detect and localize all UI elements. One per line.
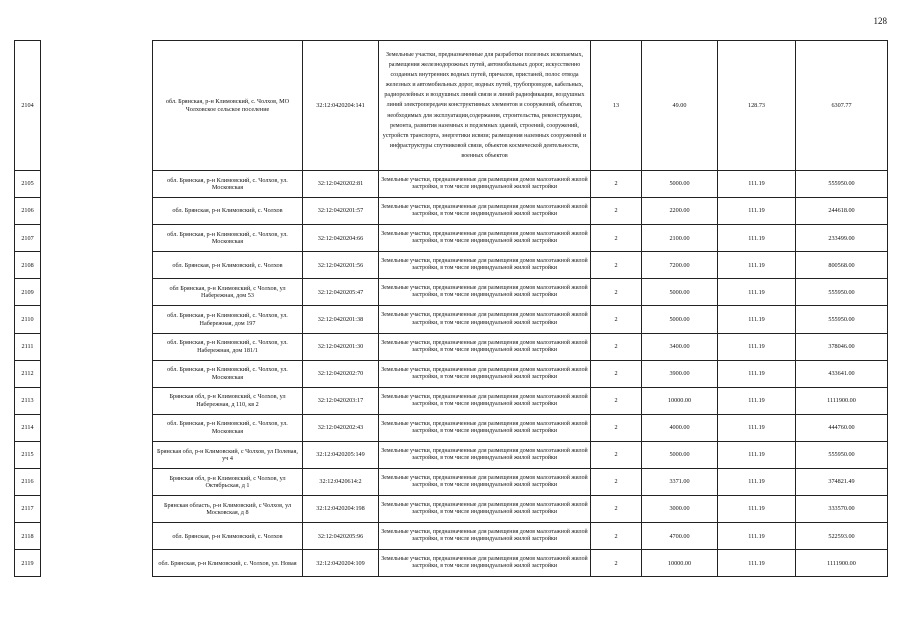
area-cell: 4700.00 [642, 523, 718, 550]
unit-value-cell: 111.19 [718, 306, 796, 333]
area-cell: 2200.00 [642, 198, 718, 225]
cadastral-value-cell: 1111900.00 [796, 387, 888, 414]
cadastral-number-cell: 32:12:0420201:30 [303, 333, 379, 360]
area-cell: 5000.00 [642, 279, 718, 306]
row-number-cell: 2114 [15, 414, 41, 441]
row-number-cell: 2111 [15, 333, 41, 360]
land-use-purpose-cell: Земельные участки, предназначенные для размещения домов малоэтажной жилой застройки, в том числе индивидуальной жилой застройки [379, 360, 591, 387]
unit-value-cell: 111.19 [718, 333, 796, 360]
cadastral-number-cell: 32:12:0420201:38 [303, 306, 379, 333]
address-cell: Брянская обл, р-н Климовский, с Чолхов, ул Октябрьская, д 1 [153, 469, 303, 496]
table-row [15, 387, 888, 414]
land-use-purpose-cell: Земельные участки, предназначенные для размещения домов малоэтажной жилой застройки, в том числе индивидуальной жилой застройки [379, 198, 591, 225]
spacer-cell [41, 225, 153, 252]
group-code-cell: 2 [591, 360, 642, 387]
address-cell: Брянская область, р-н Климовский, с Чолхов, ул Московская, д 8 [153, 496, 303, 523]
table-row [15, 279, 888, 306]
area-cell: 10000.00 [642, 550, 718, 577]
spacer-cell [41, 414, 153, 441]
land-use-purpose-cell: Земельные участки, предназначенные для размещения домов малоэтажной жилой застройки, в том числе индивидуальной жилой застройки [379, 550, 591, 577]
row-number-cell: 2113 [15, 387, 41, 414]
group-code-cell: 2 [591, 198, 642, 225]
row-number-cell: 2105 [15, 171, 41, 198]
area-cell: 5000.00 [642, 171, 718, 198]
unit-value-cell: 111.19 [718, 441, 796, 468]
address-cell: обл. Брянская, р-н Климовский, с. Чолхов, ул. Московская [153, 360, 303, 387]
unit-value-cell: 111.19 [718, 550, 796, 577]
group-code-cell: 2 [591, 225, 642, 252]
table-row [15, 469, 888, 496]
land-use-purpose-cell: Земельные участки, предназначенные для размещения домов малоэтажной жилой застройки, в том числе индивидуальной жилой застройки [379, 387, 591, 414]
address-cell: обл. Брянская, р-н Климовский, с. Чолхов, ул. Набережная, дом 181/1 [153, 333, 303, 360]
area-cell: 10000.00 [642, 387, 718, 414]
table-row [15, 496, 888, 523]
cadastral-value-cell: 555950.00 [796, 441, 888, 468]
land-use-purpose-cell: Земельные участки, предназначенные для размещения домов малоэтажной жилой застройки, в том числе индивидуальной жилой застройки [379, 441, 591, 468]
table-row [15, 225, 888, 252]
row-number-cell: 2106 [15, 198, 41, 225]
cadastral-value-cell: 433641.00 [796, 360, 888, 387]
cadastral-number-cell: 32:12:0420202:43 [303, 414, 379, 441]
table-row [15, 360, 888, 387]
land-use-purpose-cell: Земельные участки, предназначенные для размещения домов малоэтажной жилой застройки, в том числе индивидуальной жилой застройки [379, 252, 591, 279]
group-code-cell: 2 [591, 333, 642, 360]
table-row [15, 523, 888, 550]
area-cell: 7200.00 [642, 252, 718, 279]
cadastral-number-cell: 32:12:0420204:109 [303, 550, 379, 577]
land-use-purpose-cell: Земельные участки, предназначенные для размещения домов малоэтажной жилой застройки, в том числе индивидуальной жилой застройки [379, 306, 591, 333]
group-code-cell: 2 [591, 306, 642, 333]
land-use-purpose-cell: Земельные участки, предназначенные для размещения домов малоэтажной жилой застройки, в том числе индивидуальной жилой застройки [379, 279, 591, 306]
land-registry-table [14, 40, 888, 577]
table-row [15, 252, 888, 279]
land-use-purpose-cell: Земельные участки, предназначенные для размещения домов малоэтажной жилой застройки, в том числе индивидуальной жилой застройки [379, 171, 591, 198]
spacer-cell [41, 171, 153, 198]
land-use-purpose-cell: Земельные участки, предназначенные для размещения домов малоэтажной жилой застройки, в том числе индивидуальной жилой застройки [379, 469, 591, 496]
unit-value-cell: 128.73 [718, 41, 796, 171]
unit-value-cell: 111.19 [718, 387, 796, 414]
unit-value-cell: 111.19 [718, 225, 796, 252]
spacer-cell [41, 441, 153, 468]
spacer-cell [41, 360, 153, 387]
spacer-cell [41, 333, 153, 360]
spacer-cell [41, 496, 153, 523]
address-cell: обл. Брянская, р-н Климовский, с. Чолхов, МО Чолховское сельское поселение [153, 41, 303, 171]
area-cell: 49.00 [642, 41, 718, 171]
cadastral-number-cell: 32:12:0420202:70 [303, 360, 379, 387]
unit-value-cell: 111.19 [718, 414, 796, 441]
land-use-purpose-cell: Земельные участки, предназначенные для размещения домов малоэтажной жилой застройки, в том числе индивидуальной жилой застройки [379, 496, 591, 523]
cadastral-value-cell: 800568.00 [796, 252, 888, 279]
area-cell: 3400.00 [642, 333, 718, 360]
cadastral-value-cell: 555950.00 [796, 171, 888, 198]
address-cell: обл Брянская, р-н Климовский, с Чолхов, ул Набережная, дом 53 [153, 279, 303, 306]
table-row [15, 333, 888, 360]
cadastral-number-cell: 32:12:0420203:17 [303, 387, 379, 414]
cadastral-value-cell: 555950.00 [796, 279, 888, 306]
cadastral-value-cell: 333570.00 [796, 496, 888, 523]
cadastral-number-cell: 32:12:0420201:56 [303, 252, 379, 279]
address-cell: обл. Брянская, р-н Климовский, с. Чолхов [153, 523, 303, 550]
table-row [15, 550, 888, 577]
group-code-cell: 2 [591, 523, 642, 550]
area-cell: 3900.00 [642, 360, 718, 387]
cadastral-value-cell: 244618.00 [796, 198, 888, 225]
land-use-purpose-cell: Земельные участки, предназначенные для разработки полезных ископаемых, размещения железнодорожных путей, автомобильных дорог, искусственно созданных внутренних водных путей, причалов, пристаней, полос отвода железных и автомобильных дорог, водных путей, трубопроводов, кабельных, радиорелейных и воздушных линий связи и линий радиофикации, воздушных линий электропередачи конструктивных элементов и сооружений, объектов, необходимых для эксплуатации,содержания, строительства, реконструкции, ремонта, развития наземных и подземных зданий, строений, сооружений, устройств транспорта, энергетики исвязи; размещения наземных сооружений и инфраструктуры спутниковой связи, объектов космической деятельности, военных объектов [379, 41, 591, 171]
table-row [15, 414, 888, 441]
address-cell: обл. Брянская, р-н Климовский, с. Чолхов [153, 198, 303, 225]
group-code-cell: 2 [591, 550, 642, 577]
row-number-cell: 2104 [15, 41, 41, 171]
address-cell: обл. Брянская, р-н Климовский, с. Чолхов [153, 252, 303, 279]
spacer-cell [41, 523, 153, 550]
table-row [15, 198, 888, 225]
row-number-cell: 2112 [15, 360, 41, 387]
cadastral-number-cell: 32:12:0420614:2 [303, 469, 379, 496]
unit-value-cell: 111.19 [718, 198, 796, 225]
address-cell: обл. Брянская, р-н Климовский, с. Чолхов, ул. Новая [153, 550, 303, 577]
cadastral-number-cell: 32:12:0420204:198 [303, 496, 379, 523]
cadastral-number-cell: 32:12:0420205:96 [303, 523, 379, 550]
group-code-cell: 2 [591, 279, 642, 306]
cadastral-value-cell: 233499.00 [796, 225, 888, 252]
row-number-cell: 2118 [15, 523, 41, 550]
cadastral-number-cell: 32:12:0420205:149 [303, 441, 379, 468]
cadastral-number-cell: 32:12:0420204:66 [303, 225, 379, 252]
land-use-purpose-cell: Земельные участки, предназначенные для размещения домов малоэтажной жилой застройки, в том числе индивидуальной жилой застройки [379, 414, 591, 441]
row-number-cell: 2108 [15, 252, 41, 279]
cadastral-number-cell: 32:12:0420205:47 [303, 279, 379, 306]
table-body [15, 41, 888, 577]
cadastral-value-cell: 374821.49 [796, 469, 888, 496]
cadastral-number-cell: 32:12:0420201:57 [303, 198, 379, 225]
cadastral-value-cell: 6307.77 [796, 41, 888, 171]
row-number-cell: 2119 [15, 550, 41, 577]
unit-value-cell: 111.19 [718, 523, 796, 550]
unit-value-cell: 111.19 [718, 252, 796, 279]
spacer-cell [41, 279, 153, 306]
row-number-cell: 2107 [15, 225, 41, 252]
table-row [15, 171, 888, 198]
area-cell: 3000.00 [642, 496, 718, 523]
group-code-cell: 2 [591, 496, 642, 523]
spacer-cell [41, 198, 153, 225]
address-cell: обл. Брянская, р-н Климовский, с. Чолхов, ул. Московская [153, 171, 303, 198]
cadastral-value-cell: 522593.00 [796, 523, 888, 550]
group-code-cell: 2 [591, 414, 642, 441]
group-code-cell: 2 [591, 387, 642, 414]
group-code-cell: 2 [591, 252, 642, 279]
area-cell: 5000.00 [642, 306, 718, 333]
unit-value-cell: 111.19 [718, 171, 796, 198]
unit-value-cell: 111.19 [718, 496, 796, 523]
group-code-cell: 13 [591, 41, 642, 171]
unit-value-cell: 111.19 [718, 469, 796, 496]
spacer-cell [41, 252, 153, 279]
land-use-purpose-cell: Земельные участки, предназначенные для размещения домов малоэтажной жилой застройки, в том числе индивидуальной жилой застройки [379, 333, 591, 360]
address-cell: обл. Брянская, р-н Климовский, с. Чолхов, ул. Московская [153, 225, 303, 252]
spacer-cell [41, 41, 153, 171]
land-use-purpose-cell: Земельные участки, предназначенные для размещения домов малоэтажной жилой застройки, в том числе индивидуальной жилой застройки [379, 225, 591, 252]
address-cell: Брянская обл, р-н Климовский, с Чолхов, ул Набережная, д 110, кв 2 [153, 387, 303, 414]
cadastral-value-cell: 378046.00 [796, 333, 888, 360]
cadastral-value-cell: 444760.00 [796, 414, 888, 441]
unit-value-cell: 111.19 [718, 360, 796, 387]
land-use-purpose-cell: Земельные участки, предназначенные для размещения домов малоэтажной жилой застройки, в том числе индивидуальной жилой застройки [379, 523, 591, 550]
area-cell: 2100.00 [642, 225, 718, 252]
area-cell: 3371.00 [642, 469, 718, 496]
cadastral-value-cell: 1111900.00 [796, 550, 888, 577]
table-row [15, 441, 888, 468]
spacer-cell [41, 387, 153, 414]
row-number-cell: 2110 [15, 306, 41, 333]
unit-value-cell: 111.19 [718, 279, 796, 306]
spacer-cell [41, 306, 153, 333]
address-cell: обл. Брянская, р-н Климовский, с. Чолхов, ул. Набережная, дом 197 [153, 306, 303, 333]
cadastral-number-cell: 32:12:0420202:81 [303, 171, 379, 198]
cadastral-number-cell: 32:12:0420204:141 [303, 41, 379, 171]
row-number-cell: 2117 [15, 496, 41, 523]
row-number-cell: 2116 [15, 469, 41, 496]
address-cell: Брянская обл, р-н Климовский, с Чолхов, ул Полевая, уч 4 [153, 441, 303, 468]
table-row [15, 41, 888, 171]
page-number: 128 [873, 16, 887, 26]
area-cell: 4000.00 [642, 414, 718, 441]
row-number-cell: 2115 [15, 441, 41, 468]
table-row [15, 306, 888, 333]
area-cell: 5000.00 [642, 441, 718, 468]
spacer-cell [41, 550, 153, 577]
group-code-cell: 2 [591, 171, 642, 198]
spacer-cell [41, 469, 153, 496]
address-cell: обл. Брянская, р-н Климовский, с. Чолхов, ул. Московская [153, 414, 303, 441]
group-code-cell: 2 [591, 441, 642, 468]
row-number-cell: 2109 [15, 279, 41, 306]
cadastral-value-cell: 555950.00 [796, 306, 888, 333]
group-code-cell: 2 [591, 469, 642, 496]
